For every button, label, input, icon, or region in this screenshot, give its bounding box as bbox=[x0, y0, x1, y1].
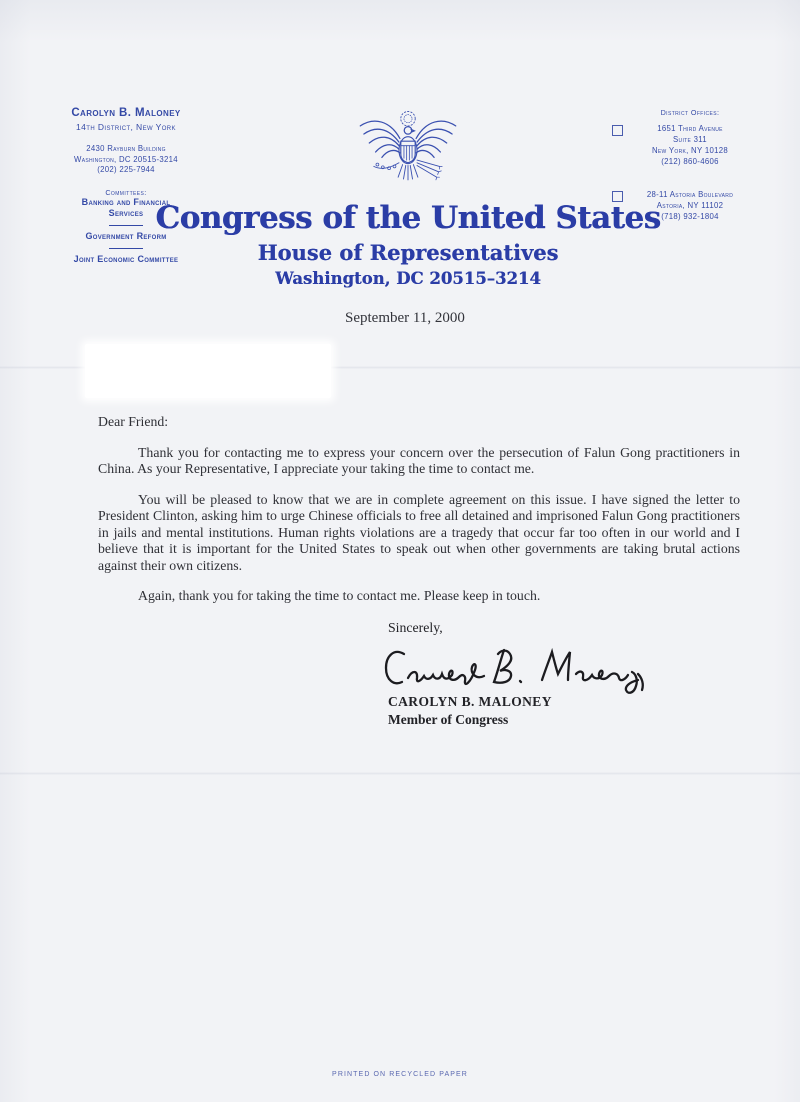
recycled-paper-notice: PRINTED ON RECYCLED PAPER bbox=[332, 1071, 468, 1078]
paper-fold-crease bbox=[0, 772, 800, 775]
office2-phone: (718) 932-1804 bbox=[661, 211, 719, 221]
letter-body bbox=[98, 414, 740, 619]
office2-address-line1: 28-11 Astoria Boulevard bbox=[646, 189, 734, 199]
office2-address-line2: Astoria, NY 11102 bbox=[656, 200, 724, 210]
handwritten-signature-icon bbox=[380, 640, 656, 698]
signature-title: Member of Congress bbox=[388, 712, 509, 727]
divider-rule bbox=[109, 248, 143, 249]
sender-address-line2: Washington, DC 20515-3214 bbox=[74, 154, 178, 164]
body-paragraph-3: Again, thank you for taking the time to contact me. Please keep in touch. bbox=[138, 588, 541, 604]
body-paragraph-1: Thank you for contacting me to express your concern over the persecution of Falun Gong practitioners in China. As your Representative, I appreciate your taking the time to contact me. bbox=[98, 444, 740, 477]
redacted-recipient-address bbox=[85, 344, 331, 398]
office1-phone: (212) 860-4606 bbox=[661, 156, 719, 166]
sender-phone: (202) 225-7944 bbox=[97, 165, 155, 175]
letter-date: September 11, 2000 bbox=[345, 310, 465, 326]
masthead-house-subtitle: House of Representatives bbox=[257, 240, 559, 265]
sender-address-line1: 2430 Rayburn Building bbox=[86, 144, 166, 153]
masthead bbox=[150, 108, 666, 288]
body-paragraph-2: You will be pleased to know that we are in complete agreement on this issue. I have signed the letter to President Clinton, asking him to urge Chinese officials to free all detained and imprisoned Falun Gong practitioners in jails and mental institutions. Human rights violations are a tragedy that occur far too often in our world and I believe that it is important for the United States to speak out when other governments are taking brutal actions against their own citizens. bbox=[98, 491, 740, 573]
us-congress-eagle-seal-icon bbox=[354, 108, 462, 196]
district-offices-label: District Offices: bbox=[660, 108, 720, 117]
committees-label: Committees: bbox=[105, 187, 147, 197]
office1-address-line1: 1651 Third Avenue bbox=[657, 124, 723, 134]
signature-block bbox=[388, 620, 656, 728]
sender-name: Carolyn B. Maloney bbox=[71, 107, 181, 119]
committee-government-reform: Government Reform bbox=[85, 230, 167, 241]
committee-joint-economic: Joint Economic Committee bbox=[73, 253, 179, 264]
office1-address-line3: New York, NY 10128 bbox=[651, 145, 728, 155]
divider-rule bbox=[109, 225, 143, 226]
masthead-washington-address: Washington, DC 20515–3214 bbox=[275, 269, 541, 288]
salutation: Dear Friend: bbox=[98, 414, 169, 429]
masthead-congress-title: Congress of the United States bbox=[155, 200, 661, 236]
signature-printed-name: CAROLYN B. MALONEY bbox=[388, 694, 552, 709]
office1-address-line2: Suite 311 bbox=[673, 134, 707, 144]
sender-district: 14th District, New York bbox=[76, 122, 176, 133]
committee-banking-line2: Services bbox=[108, 208, 144, 219]
committee-banking-line1: Banking and Financial bbox=[81, 196, 171, 207]
closing-sincerely: Sincerely, bbox=[388, 620, 443, 635]
